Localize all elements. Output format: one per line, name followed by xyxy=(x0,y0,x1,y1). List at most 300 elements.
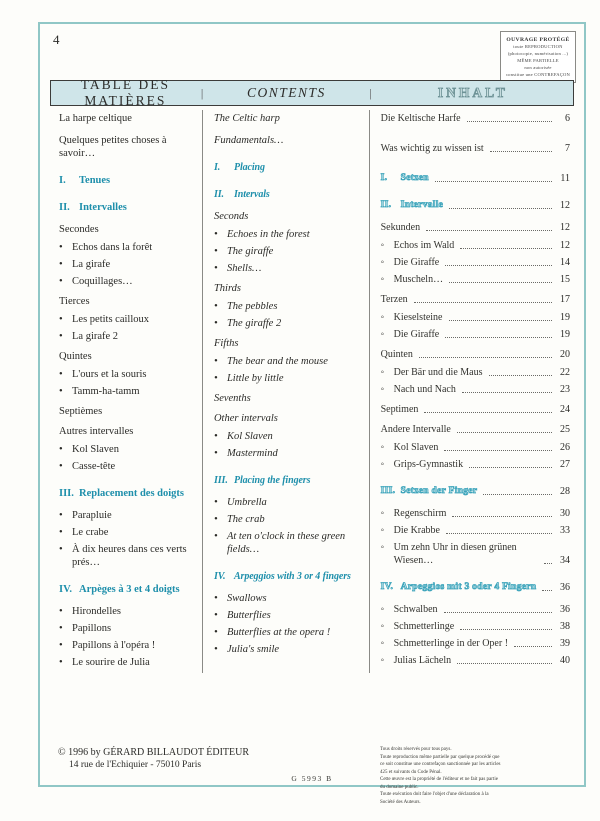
toc-entry-label: Kol Slaven xyxy=(226,431,273,442)
toc-entry-bullet xyxy=(59,605,196,618)
toc-entry-plain xyxy=(381,142,570,155)
dot-leader xyxy=(446,533,552,534)
section-numeral: III. xyxy=(59,488,74,499)
legal-line: Toute exécution doit faire l'objet d'une déclaration à la xyxy=(380,792,489,797)
section-numeral: I. xyxy=(380,173,388,183)
bullet-icon: ◦ xyxy=(380,240,385,251)
toc-entry-bullet xyxy=(214,317,363,330)
toc-entry-bullet xyxy=(214,513,363,526)
section-numeral: III. xyxy=(213,475,228,486)
toc-entry-section xyxy=(59,174,196,187)
toc-entry-bullet xyxy=(59,509,196,522)
toc-entry-section xyxy=(214,161,363,174)
dot-leader xyxy=(449,320,552,321)
dot-leader xyxy=(460,629,552,630)
toc-entry-label: Mastermind xyxy=(226,448,278,459)
legal-line: ce soit constitue une contrefaçon sanctionnée par les articles xyxy=(380,762,501,767)
toc-page-number: 20 xyxy=(559,349,570,360)
legal-line: Société des Auteurs. xyxy=(380,799,421,805)
toc-entry-bullet xyxy=(59,639,196,652)
toc-entry-section xyxy=(214,474,363,487)
section-numeral: IV. xyxy=(213,571,226,582)
toc-entry-label: Little by little xyxy=(226,373,284,384)
toc-page-number: 30 xyxy=(559,508,570,519)
bullet-icon: • xyxy=(213,301,218,312)
toc-entry-label: Echos dans la forêt xyxy=(72,242,153,253)
toc-entry-bullet xyxy=(59,275,196,288)
bullet-icon: • xyxy=(213,356,218,367)
toc-entry-label: Quelques petites choses à savoir… xyxy=(59,135,167,159)
toc-entry-label: Nach und Nach xyxy=(393,384,456,395)
bullet-icon: ◦ xyxy=(380,655,385,666)
bullet-icon: • xyxy=(59,444,63,455)
toc-entry-subhead xyxy=(214,282,363,295)
toc-entry-bullet xyxy=(381,256,570,269)
dot-leader xyxy=(414,302,552,303)
dot-leader xyxy=(419,357,552,358)
toc-entry-label: Regenschirm xyxy=(393,508,447,519)
toc-entry-label: La girafe 2 xyxy=(72,331,119,342)
bullet-icon: • xyxy=(59,386,63,397)
toc-entry-bullet xyxy=(59,460,196,473)
toc-page-number: 15 xyxy=(559,274,570,285)
toc-entry-bullet xyxy=(59,313,196,326)
toc-entry-label: Parapluie xyxy=(72,510,112,521)
toc-entry-label: Papillons xyxy=(72,623,112,634)
stamp-line: MÊME PARTIELLE xyxy=(517,58,559,64)
toc-entry-bullet xyxy=(214,372,363,385)
bullet-icon: • xyxy=(213,627,218,638)
bullet-icon: • xyxy=(213,318,218,329)
toc-entry-subhead xyxy=(381,348,570,361)
toc-entry-label: Die Giraffe xyxy=(393,329,440,340)
bullet-icon: • xyxy=(213,497,218,508)
toc-entry-label: Grips-Gymnastik xyxy=(393,459,464,470)
bullet-icon: • xyxy=(213,644,218,655)
toc-page-number: 7 xyxy=(564,143,570,154)
toc-entry-bullet xyxy=(381,366,570,379)
toc-entry-bullet xyxy=(381,654,570,667)
toc-entry-label: At ten o'clock in these green fields… xyxy=(226,531,346,555)
bullet-icon: • xyxy=(59,510,63,521)
toc-entry-label: Casse-tête xyxy=(72,461,116,472)
bullet-icon: • xyxy=(59,242,63,253)
stamp-line: non autorisée xyxy=(524,65,552,71)
toc-entry-section xyxy=(381,172,570,185)
toc-entry-bullet xyxy=(214,643,363,656)
toc-entry-section xyxy=(59,201,196,214)
toc-entry-label: Muscheln… xyxy=(393,274,444,285)
toc-entry-label: Intervals xyxy=(233,189,270,200)
toc-entry-section xyxy=(214,570,363,583)
dot-leader xyxy=(424,412,552,413)
dot-leader xyxy=(457,432,552,433)
toc-entry-bullet xyxy=(381,328,570,341)
toc-entry-subhead xyxy=(381,221,570,234)
bullet-icon: • xyxy=(59,369,63,380)
toc-entry-label: Tierces xyxy=(59,296,90,307)
bullet-icon: • xyxy=(59,527,63,538)
toc-entry-label: Julia's smile xyxy=(226,644,280,655)
dot-leader xyxy=(444,450,552,451)
toc-entry-label: Septièmes xyxy=(59,406,103,417)
toc-entry-bullet xyxy=(381,441,570,454)
toc-entry-label: The Celtic harp xyxy=(213,113,280,124)
toc-entry-label: Other intervals xyxy=(213,413,278,424)
toc-entry-bullet xyxy=(381,637,570,650)
toc-entry-label: Die Keltische Harfe xyxy=(380,113,461,124)
toc-entry-label: La girafe xyxy=(72,259,111,270)
toc-entry-subhead xyxy=(381,423,570,436)
section-numeral: I. xyxy=(59,175,66,186)
dot-leader xyxy=(483,494,552,495)
toc-entry-subhead xyxy=(214,210,363,223)
dot-leader xyxy=(445,337,552,338)
bullet-icon: • xyxy=(213,531,218,542)
section-numeral: II. xyxy=(59,202,70,213)
toc-entry-plain xyxy=(59,134,196,160)
bullet-icon: • xyxy=(59,314,63,325)
toc-entry-label: Andere Intervalle xyxy=(380,424,451,435)
toc-page-number: 23 xyxy=(559,384,570,395)
dot-leader xyxy=(489,375,552,376)
toc-entry-label: Kol Slaven xyxy=(72,444,119,455)
toc-entry-label: The pebbles xyxy=(226,301,278,312)
toc-entry-label: Der Bär und die Maus xyxy=(393,367,483,378)
toc-entry-label: Setzen der Finger xyxy=(400,486,478,496)
toc-page-number: 19 xyxy=(559,312,570,323)
toc-entry-bullet xyxy=(59,656,196,669)
toc-entry-bullet xyxy=(381,239,570,252)
dot-leader xyxy=(445,265,552,266)
publisher-address: 14 rue de l'Echiquier - 75010 Paris xyxy=(69,760,202,770)
toc-entry-label: Swallows xyxy=(226,593,267,604)
toc-entry-label: Seconds xyxy=(213,211,249,222)
header-title-german: INHALT xyxy=(437,85,508,100)
bullet-icon: • xyxy=(213,610,218,621)
toc-entry-label: Julias Lächeln xyxy=(393,655,452,666)
toc-entry-label: Schwalben xyxy=(393,604,438,615)
toc-page-number: 27 xyxy=(559,459,570,470)
toc-entry-label: Setzen xyxy=(400,173,429,183)
dot-leader xyxy=(457,663,552,664)
toc-entry-label: Butterflies xyxy=(226,610,271,621)
toc-page-number: 28 xyxy=(559,486,570,497)
toc-entry-bullet xyxy=(214,228,363,241)
toc-entry-bullet xyxy=(381,620,570,633)
dot-leader xyxy=(490,151,552,152)
toc-page-number: 12 xyxy=(559,240,570,251)
bullet-icon: ◦ xyxy=(380,384,385,395)
dot-leader xyxy=(444,612,552,613)
toc-entry-label: Le sourire de Julia xyxy=(72,657,150,668)
toc-entry-bullet xyxy=(59,443,196,456)
toc-entry-label: Thirds xyxy=(213,283,241,294)
legal-line: Cette œuvre est la propriété de l'éditeur et ne fait pas partie xyxy=(380,777,498,782)
toc-page-number: 40 xyxy=(559,655,570,666)
toc-entry-plain xyxy=(59,112,196,125)
toc-entry-label: L'ours et la souris xyxy=(72,369,147,380)
dot-leader xyxy=(544,563,552,564)
bullet-icon: ◦ xyxy=(380,329,385,340)
dot-leader xyxy=(449,282,552,283)
toc-entry-plain xyxy=(214,112,363,125)
toc-entry-plain xyxy=(381,112,570,125)
dot-leader xyxy=(469,467,552,468)
bullet-icon: • xyxy=(213,448,218,459)
legal-line: Tous droits réservés pour tous pays. xyxy=(380,747,452,752)
stamp-line: (photocopie, numérisation ...) xyxy=(507,51,569,57)
toc-entry-label: The crab xyxy=(226,514,265,525)
toc-entry-label: Sekunden xyxy=(380,222,421,233)
bullet-icon: ◦ xyxy=(380,367,385,378)
toc-entry-bullet xyxy=(59,543,196,569)
bullet-icon: ◦ xyxy=(380,638,385,649)
toc-entry-section xyxy=(59,487,196,500)
toc-entry-label: Papillons à l'opéra ! xyxy=(72,640,156,651)
toc-entry-bullet xyxy=(381,541,570,567)
toc-entry-bullet xyxy=(381,383,570,396)
toc-entry-label: Le crabe xyxy=(72,527,109,538)
toc-entry-bullet xyxy=(381,311,570,324)
toc-entry-label: Coquillages… xyxy=(72,276,133,287)
toc-entry-bullet xyxy=(59,258,196,271)
toc-page-number: 22 xyxy=(559,367,570,378)
toc-page-number: 33 xyxy=(559,525,570,536)
toc-page-number: 24 xyxy=(559,404,570,415)
bullet-icon: • xyxy=(213,514,218,525)
toc-entry-bullet xyxy=(214,609,363,622)
toc-page-number: 34 xyxy=(559,555,570,566)
stamp-line: OUVRAGE PROTÉGÉ xyxy=(506,37,570,43)
toc-entry-label: Septimen xyxy=(380,404,419,415)
bullet-icon: ◦ xyxy=(380,312,385,323)
toc-entry-bullet xyxy=(214,355,363,368)
toc-entry-bullet xyxy=(381,507,570,520)
section-numeral: III. xyxy=(380,486,396,496)
toc-entry-label: À dix heures dans ces verts prés… xyxy=(72,544,187,568)
toc-entry-bullet xyxy=(214,245,363,258)
toc-column-german xyxy=(370,110,574,673)
bullet-icon: • xyxy=(59,657,63,668)
toc-entry-label: Quinten xyxy=(380,349,413,360)
dot-leader xyxy=(514,646,552,647)
toc-page-number: 39 xyxy=(559,638,570,649)
section-numeral: IV. xyxy=(380,582,394,592)
section-numeral: II. xyxy=(380,200,392,210)
bullet-icon: • xyxy=(59,331,63,342)
toc-entry-label: Placing the fingers xyxy=(233,475,311,486)
toc-entry-label: The giraffe xyxy=(226,246,274,257)
toc-entry-bullet xyxy=(381,273,570,286)
toc-entry-section xyxy=(381,485,570,498)
toc-entry-label: Umbrella xyxy=(226,497,267,508)
legal-line: Toute reproduction même partielle par quelque procédé que xyxy=(380,754,500,760)
toc-entry-label: Was wichtig zu wissen ist xyxy=(380,143,484,154)
toc-entry-label: Arpeggios with 3 or 4 fingers xyxy=(233,571,351,582)
toc-entry-label: Schmetterlinge in der Oper ! xyxy=(393,638,509,649)
toc-entry-label: The bear and the mouse xyxy=(226,356,328,367)
bullet-icon: ◦ xyxy=(380,442,385,453)
toc-entry-bullet xyxy=(59,385,196,398)
toc-entry-bullet xyxy=(381,458,570,471)
toc-entry-label: Quintes xyxy=(59,351,92,362)
toc-entry-subhead xyxy=(59,405,196,418)
toc-page-number: 19 xyxy=(559,329,570,340)
toc-entry-label: Fifths xyxy=(213,338,239,349)
bullet-icon: ◦ xyxy=(380,542,385,553)
toc-entry-label: Intervalle xyxy=(400,200,444,210)
bullet-icon: ◦ xyxy=(380,621,385,632)
toc-entry-bullet xyxy=(59,622,196,635)
toc-entry-bullet xyxy=(214,300,363,313)
toc-entry-section xyxy=(59,583,196,596)
toc-entry-bullet xyxy=(214,496,363,509)
toc-page-number: 14 xyxy=(559,257,570,268)
toc-entry-bullet xyxy=(59,368,196,381)
copyright-stamp xyxy=(500,31,576,83)
copyright-line: © 1996 by GÉRARD BILLAUDOT ÉDITEUR xyxy=(58,747,250,758)
toc-entry-section xyxy=(214,188,363,201)
bullet-icon: ◦ xyxy=(380,257,385,268)
toc-entry-label: Tenues xyxy=(79,175,111,186)
bullet-icon: • xyxy=(59,259,63,270)
stamp-line: toute REPRODUCTION xyxy=(513,44,563,50)
dot-leader xyxy=(460,248,552,249)
toc-entry-bullet xyxy=(381,603,570,616)
toc-entry-label: Secondes xyxy=(59,224,99,235)
plate-number: G 5993 B xyxy=(291,774,333,783)
bullet-icon: • xyxy=(59,544,63,555)
toc-entry-subhead xyxy=(381,403,570,416)
toc-entry-subhead xyxy=(214,392,363,405)
toc-entry-label: Echoes in the forest xyxy=(226,229,310,240)
copyright-notice xyxy=(58,746,249,771)
toc-entry-bullet xyxy=(214,626,363,639)
toc-entry-bullet xyxy=(59,241,196,254)
bullet-icon: • xyxy=(213,263,218,274)
toc-entry-bullet xyxy=(214,447,363,460)
toc-entry-label: Sevenths xyxy=(213,393,251,404)
toc-entry-label: Shells… xyxy=(226,263,262,274)
section-numeral: IV. xyxy=(59,584,72,595)
toc-column-french xyxy=(50,110,202,673)
toc-entry-label: Autres intervalles xyxy=(59,426,134,437)
header-divider: | xyxy=(369,85,372,100)
toc-entry-plain xyxy=(214,134,363,147)
dot-leader xyxy=(542,590,552,591)
bullet-icon: ◦ xyxy=(380,508,385,519)
toc-page-number: 12 xyxy=(559,222,570,233)
toc-entry-label: Die Krabbe xyxy=(393,525,440,536)
bullet-icon: • xyxy=(213,373,218,384)
toc-entry-label: Kieselsteine xyxy=(393,312,443,323)
toc-entry-label: Intervalles xyxy=(79,202,127,213)
bullet-icon: • xyxy=(59,606,63,617)
legal-line: du domaine public. xyxy=(380,784,419,790)
toc-entry-label: Die Giraffe xyxy=(393,257,440,268)
dot-leader xyxy=(462,392,552,393)
stamp-line: constitue une CONTREFAÇON xyxy=(505,71,571,77)
toc-entry-subhead xyxy=(381,293,570,306)
toc-entry-section xyxy=(381,581,570,594)
bullet-icon: ◦ xyxy=(380,525,385,536)
toc-page-number: 38 xyxy=(559,621,570,632)
toc-entry-label: Kol Slaven xyxy=(393,442,439,453)
dot-leader xyxy=(449,208,552,209)
toc-entry-subhead xyxy=(214,337,363,350)
toc-entry-label: Tamm-ha-tamm xyxy=(72,386,140,397)
bullet-icon: ◦ xyxy=(380,274,385,285)
toc-entry-label: Echos im Wald xyxy=(393,240,455,251)
toc-entry-label: Replacement des doigts xyxy=(79,488,184,499)
header-divider: | xyxy=(200,85,204,100)
toc-entry-label: Hirondelles xyxy=(72,606,121,617)
dot-leader xyxy=(426,230,552,231)
bullet-icon: • xyxy=(213,593,218,604)
toc-page-number: 36 xyxy=(559,604,570,615)
toc-entry-label: La harpe celtique xyxy=(59,113,132,124)
bullet-icon: • xyxy=(59,640,63,651)
toc-entry-label: The giraffe 2 xyxy=(226,318,282,329)
toc-entry-label: Arpeggios mit 3 oder 4 Fingern xyxy=(400,582,537,592)
toc-page-number: 11 xyxy=(560,173,570,184)
dot-leader xyxy=(435,181,552,182)
toc-entry-bullet xyxy=(214,530,363,556)
toc-entry-section xyxy=(381,199,570,212)
toc-entry-subhead xyxy=(59,350,196,363)
section-numeral: II. xyxy=(213,189,224,200)
header-title-french: TABLE DES MATIÈRES xyxy=(80,77,171,108)
toc-entry-label: Butterflies at the opera ! xyxy=(226,627,331,638)
toc-entry-label: Placing xyxy=(233,162,265,173)
toc-columns xyxy=(50,110,574,673)
section-numeral: I. xyxy=(213,162,221,173)
toc-entry-label: Terzen xyxy=(380,294,408,305)
toc-entry-label: Schmetterlinge xyxy=(393,621,455,632)
toc-entry-label: Arpèges à 3 et 4 doigts xyxy=(79,584,180,595)
toc-entry-label: Fundamentals… xyxy=(213,135,284,146)
page-frame xyxy=(38,22,586,805)
bullet-icon: ◦ xyxy=(380,459,385,470)
bullet-icon: • xyxy=(213,431,218,442)
bullet-icon: • xyxy=(59,623,63,634)
bullet-icon: • xyxy=(213,229,218,240)
bullet-icon: • xyxy=(59,461,63,472)
toc-page-number: 25 xyxy=(559,424,570,435)
toc-page-number: 26 xyxy=(559,442,570,453)
toc-page-number: 12 xyxy=(559,200,570,211)
bullet-icon: • xyxy=(59,276,63,287)
toc-header-band xyxy=(50,77,574,108)
page-number: 4 xyxy=(53,32,60,47)
dot-leader xyxy=(452,516,552,517)
toc-entry-label: Um zehn Uhr in diesen grünen Wiesen… xyxy=(393,542,517,566)
toc-entry-bullet xyxy=(214,262,363,275)
dot-leader xyxy=(467,121,552,122)
toc-page-number: 17 xyxy=(559,294,570,305)
toc-entry-label: Les petits cailloux xyxy=(72,314,149,325)
toc-page-number: 6 xyxy=(564,113,570,124)
toc-entry-subhead xyxy=(59,223,196,236)
toc-page-number: 36 xyxy=(559,582,570,593)
toc-entry-subhead xyxy=(59,295,196,308)
legal-line: 425 et suivants du Code Pénal. xyxy=(380,769,442,775)
toc-entry-bullet xyxy=(381,524,570,537)
toc-entry-subhead xyxy=(59,425,196,438)
bullet-icon: ◦ xyxy=(380,604,385,615)
toc-entry-bullet xyxy=(214,430,363,443)
